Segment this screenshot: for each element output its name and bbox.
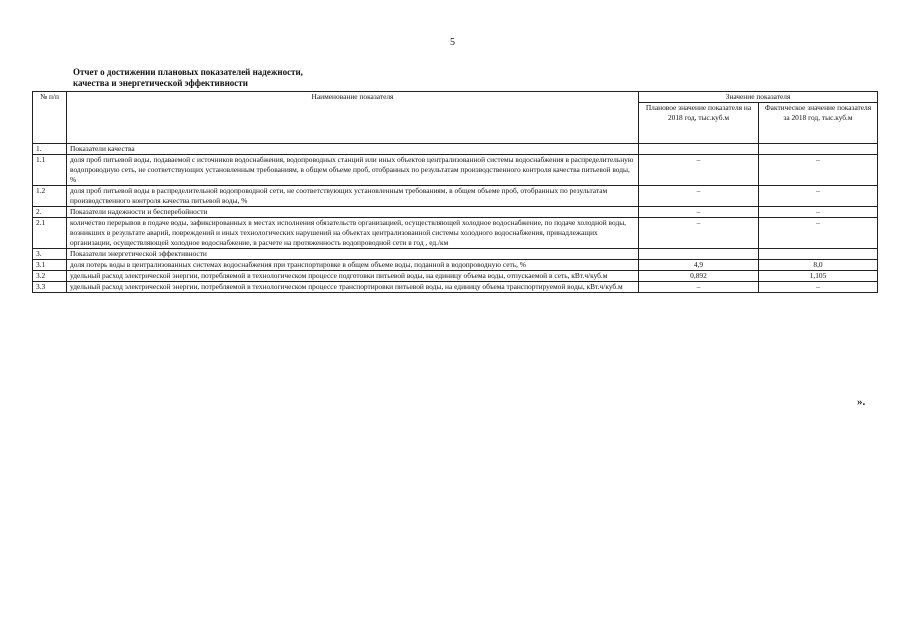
- row-indicator-name: Показатели качества: [67, 144, 639, 155]
- table-row: [33, 282, 878, 293]
- header-fact-value: Фактическое значение показателя за 2018 год, тыс.куб.м: [759, 103, 878, 144]
- row-number: 1.: [33, 144, 67, 155]
- row-indicator-name: Показатели энергетической эффективности: [67, 249, 639, 260]
- row-indicator-name: удельный расход электрической энергии, потребляемой в технологическом процессе транспортировки питьевой воды, на единицу объема транспортируемой воды, кВт.ч/куб.м: [67, 282, 639, 293]
- row-fact-value: [759, 249, 878, 260]
- row-plan-value: –: [639, 186, 759, 207]
- header-plan-value: Плановое значение показателя на 2018 год, тыс.куб.м: [639, 103, 759, 144]
- row-number: 2.: [33, 207, 67, 218]
- indicators-table: [32, 91, 878, 293]
- table-row: [33, 207, 878, 218]
- report-title-line-1: Отчет о достижении плановых показателей надежности,: [73, 67, 303, 77]
- row-indicator-name: доля проб питьевой воды, подаваемой с источников водоснабжения, водопроводных станций или иных объектов централизованной системы водоснабжения в распределительную водопроводную сеть, не соответствующих установленным требованиям, в общем объеме проб, отобранных по результатам производственного контроля качества питьевой воды, %: [67, 155, 639, 186]
- row-number: 1.1: [33, 155, 67, 186]
- row-fact-value: [759, 144, 878, 155]
- table-row: [33, 186, 878, 207]
- row-number: 2.1: [33, 218, 67, 249]
- row-indicator-name: удельный расход электрической энергии, потребляемой в технологическом процессе подготовки питьевой воды, на единицу объема воды, отпускаемой в сеть, кВт.ч/куб.м: [67, 271, 639, 282]
- page-number: 5: [450, 37, 455, 48]
- row-fact-value: 1,105: [759, 271, 878, 282]
- table-row: [33, 144, 878, 155]
- header-number: № п/п: [33, 92, 67, 144]
- row-fact-value: –: [759, 155, 878, 186]
- row-number: 3.2: [33, 271, 67, 282]
- row-plan-value: –: [639, 155, 759, 186]
- table-row: [33, 271, 878, 282]
- row-number: 3.: [33, 249, 67, 260]
- row-indicator-name: доля потерь воды в централизованных системах водоснабжения при транспортировке в общем объеме воды, поданной в водопроводную сеть, %: [67, 260, 639, 271]
- row-indicator-name: количество перерывов в подаче воды, зафиксированных в местах исполнения обязательств организацией, осуществляющей холодное водоснабжение, по подаче холодной воды, возникших в результате аварий, повреждений и иных технологических нарушений на объектах централизованной системы холодного водоснабжения, принадлежащих организации, осуществляющей холодное водоснабжение, в расчете на протяженность водопроводной сети в год , ед./км: [67, 218, 639, 249]
- closing-quote-mark: ».: [857, 396, 866, 408]
- row-fact-value: –: [759, 282, 878, 293]
- table-row: [33, 218, 878, 249]
- table-row: [33, 260, 878, 271]
- row-indicator-name: доля проб питьевой воды в распределительной водопроводной сети, не соответствующих установленным требованиям, в общем объеме проб, отобранных по результатам производственного контроля качества питьевой воды, %: [67, 186, 639, 207]
- row-fact-value: –: [759, 207, 878, 218]
- header-indicator-value: Значение показателя: [639, 92, 878, 103]
- row-number: 1.2: [33, 186, 67, 207]
- row-plan-value: –: [639, 218, 759, 249]
- row-fact-value: –: [759, 218, 878, 249]
- row-number: 3.3: [33, 282, 67, 293]
- report-title: [73, 67, 303, 89]
- row-fact-value: –: [759, 186, 878, 207]
- row-plan-value: [639, 249, 759, 260]
- row-plan-value: 0,892: [639, 271, 759, 282]
- row-number: 3.1: [33, 260, 67, 271]
- row-plan-value: [639, 144, 759, 155]
- table-row: [33, 155, 878, 186]
- row-plan-value: –: [639, 282, 759, 293]
- report-title-line-2: качества и энергетической эффективности: [73, 78, 248, 88]
- row-indicator-name: Показатели надежности и бесперебойности: [67, 207, 639, 218]
- row-fact-value: 8,0: [759, 260, 878, 271]
- row-plan-value: –: [639, 207, 759, 218]
- header-indicator-name: Наименование показателя: [67, 92, 639, 144]
- row-plan-value: 4,9: [639, 260, 759, 271]
- table-row: [33, 249, 878, 260]
